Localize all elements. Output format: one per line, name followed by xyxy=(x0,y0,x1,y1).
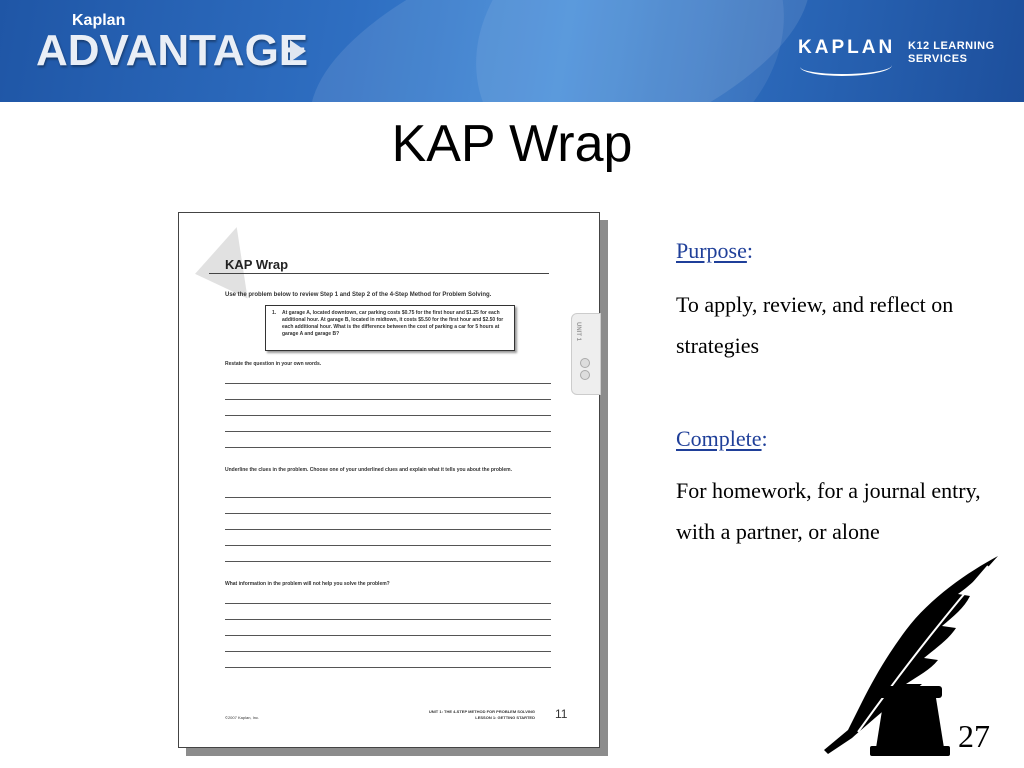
k12-learning-services xyxy=(908,40,995,66)
purpose-colon: : xyxy=(746,238,754,263)
worksheet-intro: Use the problem below to review Step 1 and Step 2 of the 4-Step Method for Problem Solving. xyxy=(225,292,492,298)
worksheet-answer-line xyxy=(225,431,551,432)
worksheet-answer-line xyxy=(225,667,551,668)
worksheet-unit-tab xyxy=(571,313,601,395)
brand-kaplan-small: Kaplan xyxy=(72,12,126,29)
worksheet-answer-line xyxy=(225,545,551,546)
circle-icon xyxy=(580,358,590,368)
worksheet-unit-tab-label: UNIT 1 xyxy=(575,322,581,342)
worksheet-footer xyxy=(405,709,535,721)
worksheet-title: KAP Wrap xyxy=(225,257,289,272)
kaplan-logo-text: KAPLAN xyxy=(798,37,896,58)
worksheet-problem-box xyxy=(265,305,515,351)
worksheet-question-1: Restate the question in your own words. xyxy=(225,361,322,367)
worksheet-answer-line xyxy=(225,399,551,400)
complete-colon: : xyxy=(761,426,768,451)
complete-heading: Complete xyxy=(676,426,762,451)
worksheet-answer-line xyxy=(225,415,551,416)
worksheet-answer-line xyxy=(225,561,551,562)
complete-text: For homework, for a journal entry, with a partner, or alone xyxy=(676,478,981,544)
worksheet-answer-line xyxy=(225,651,551,652)
worksheet-answer-line xyxy=(225,603,551,604)
worksheet-question-3: What information in the problem will not help you solve the problem? xyxy=(225,581,390,587)
worksheet-answer-line xyxy=(225,497,551,498)
worksheet-answer-line xyxy=(225,447,551,448)
k12-line-1: K12 LEARNING xyxy=(908,40,995,52)
brand-advantage-logo: ADVANTAGE xyxy=(36,26,309,75)
header-banner xyxy=(0,0,1024,102)
worksheet-answer-line xyxy=(225,635,551,636)
worksheet-footer-lesson: LESSON 1: GETTING STARTED xyxy=(475,715,535,720)
purpose-heading-row xyxy=(676,238,753,264)
worksheet-answer-line xyxy=(225,513,551,514)
worksheet-title-rule xyxy=(209,273,549,274)
worksheet-page-number: 11 xyxy=(555,707,568,721)
arrow-right-icon xyxy=(290,40,306,62)
slide-page-number: 27 xyxy=(958,718,990,754)
banner-swoosh xyxy=(428,0,833,102)
kaplan-logo xyxy=(798,36,898,72)
circle-icon xyxy=(580,370,590,380)
slide-title: KAP Wrap xyxy=(391,115,633,173)
worksheet-problem-number: 1. xyxy=(272,310,277,316)
worksheet-question-2: Underline the clues in the problem. Choose one of your underlined clues and explain what it tells you about the problem. xyxy=(225,467,512,473)
purpose-text: To apply, review, and reflect on strategies xyxy=(676,292,954,358)
worksheet-answer-line xyxy=(225,619,551,620)
worksheet-answer-line xyxy=(225,529,551,530)
k12-line-2: SERVICES xyxy=(908,53,968,65)
worksheet-answer-line xyxy=(225,383,551,384)
kaplan-logo-swoosh xyxy=(800,56,892,76)
purpose-heading: Purpose xyxy=(676,238,747,263)
worksheet-footer-unit: UNIT 1: THE 4-STEP METHOD FOR PROBLEM SOLVING xyxy=(428,709,535,714)
worksheet-problem-text: At garage A, located downtown, car parking costs $0.75 for the first hour and $1.25 for each additional hour. At garage B, located in midtown, it costs $5.50 for the first hour and $2.50 for each additional hour. What is the difference between the cost of parking a car for 5 hours at garage A and garage B? xyxy=(282,310,504,337)
worksheet-copyright: ©2007 Kaplan, Inc. xyxy=(225,715,260,720)
complete-heading-row xyxy=(676,426,768,452)
worksheet-image xyxy=(178,212,600,748)
